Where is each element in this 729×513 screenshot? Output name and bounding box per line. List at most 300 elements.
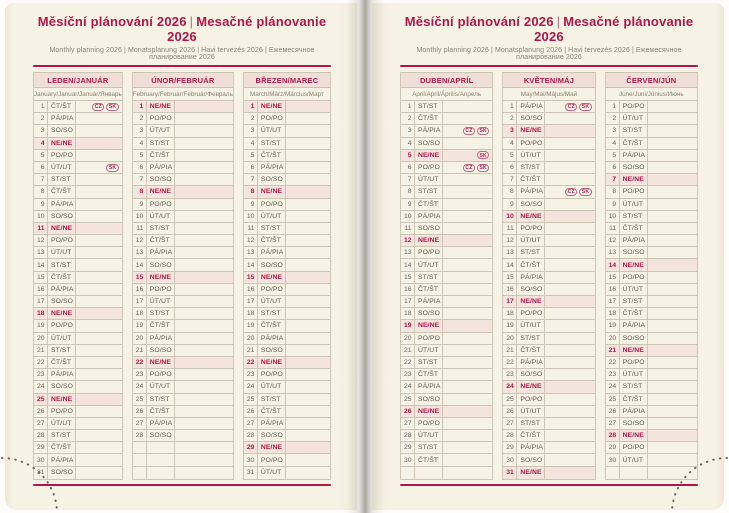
month-title: DUBEN/APRÍL: [401, 73, 492, 88]
day-number: 16: [34, 284, 48, 295]
weekday-label: PO/PO: [517, 138, 545, 149]
weekday-label: [147, 454, 175, 465]
weekday-label: ČT/ŠT: [48, 272, 76, 283]
notes-cell: [175, 223, 233, 234]
notes-cell: [175, 467, 233, 479]
day-row: [133, 101, 233, 113]
weekday-label: PO/PO: [620, 101, 648, 112]
notes-cell: [286, 186, 330, 197]
notes-cell: [286, 308, 330, 319]
notes-cell: [443, 150, 492, 161]
weekday-label: PO/PO: [620, 186, 648, 197]
day-row: [133, 394, 233, 406]
weekday-label: ČT/ŠT: [620, 308, 648, 319]
day-row: [503, 467, 594, 479]
weekday-label: SO/SO: [258, 430, 286, 441]
month-columns: [400, 72, 698, 480]
notes-cell: [286, 442, 330, 453]
day-row: [401, 333, 492, 345]
notes-cell: [175, 308, 233, 319]
weekday-label: NE/NE: [147, 357, 175, 368]
day-row: [401, 235, 492, 247]
day-number: 30: [244, 454, 258, 465]
day-number: 11: [503, 223, 517, 234]
day-row: [606, 162, 697, 174]
weekday-label: ST/ST: [517, 162, 545, 173]
month-table: [605, 72, 698, 480]
day-row: [401, 101, 492, 113]
notes-cell: [286, 418, 330, 429]
day-number: 5: [133, 150, 147, 161]
notes-cell: [175, 430, 233, 441]
day-row: [606, 406, 697, 418]
day-row: [503, 272, 594, 284]
day-row: [133, 418, 233, 430]
day-row: [244, 211, 330, 223]
day-row: [606, 381, 697, 393]
weekday-label: NE/NE: [258, 442, 286, 453]
notes-cell: [443, 199, 492, 210]
day-row: [401, 357, 492, 369]
weekday-label: PÁ/PIA: [620, 320, 648, 331]
notes-cell: [286, 272, 330, 283]
day-number: 24: [34, 381, 48, 392]
weekday-label: PO/PO: [147, 199, 175, 210]
month-title: LEDEN/JANUÁR: [34, 73, 122, 88]
day-number: 7: [606, 174, 620, 185]
weekday-label: ÚT/UT: [48, 333, 76, 344]
notes-cell: [648, 284, 697, 295]
day-number: 20: [606, 333, 620, 344]
notes-cell: [286, 211, 330, 222]
weekday-label: PÁ/PIA: [415, 125, 443, 136]
weekday-label: ST/ST: [258, 223, 286, 234]
day-number: 31: [34, 467, 48, 479]
day-number: 21: [34, 345, 48, 356]
page-title-cz: Měsíční plánování 2026: [37, 14, 187, 29]
day-row: [34, 345, 122, 357]
notes-cell: [76, 430, 122, 441]
day-row: [133, 162, 233, 174]
weekday-label: SO/SO: [147, 345, 175, 356]
month-table: [400, 72, 493, 480]
weekday-label: SO/SO: [147, 430, 175, 441]
weekday-label: PÁ/PIA: [48, 454, 76, 465]
day-number: 23: [34, 369, 48, 380]
day-row: [401, 406, 492, 418]
notes-cell: [175, 442, 233, 453]
day-row: [401, 272, 492, 284]
page-title: [33, 14, 331, 44]
day-row: [133, 235, 233, 247]
day-number: [133, 442, 147, 453]
day-row: [34, 113, 122, 125]
weekday-label: ČT/ŠT: [517, 345, 545, 356]
day-number: 16: [244, 284, 258, 295]
month-table: [243, 72, 331, 480]
weekday-label: SO/SO: [415, 394, 443, 405]
notes-cell: [545, 113, 594, 124]
day-row: [244, 418, 330, 430]
day-number: 15: [244, 272, 258, 283]
day-row: [34, 381, 122, 393]
day-number: 25: [133, 394, 147, 405]
day-number: 2: [34, 113, 48, 124]
day-number: 9: [244, 199, 258, 210]
day-row: [503, 296, 594, 308]
day-number: 24: [244, 381, 258, 392]
day-row: [34, 430, 122, 442]
day-row: [244, 308, 330, 320]
notes-cell: [175, 113, 233, 124]
weekday-label: PO/PO: [48, 235, 76, 246]
notes-cell: [443, 162, 492, 173]
day-row: [34, 406, 122, 418]
day-row: [244, 223, 330, 235]
holiday-badge-sk: SK: [477, 151, 489, 159]
day-row: [244, 174, 330, 186]
notes-cell: [443, 345, 492, 356]
notes-cell: [648, 442, 697, 453]
notes-cell: [648, 199, 697, 210]
day-number: 8: [503, 186, 517, 197]
weekday-label: NE/NE: [415, 235, 443, 246]
notes-cell: [175, 247, 233, 258]
day-number: 11: [34, 223, 48, 234]
notes-cell: [76, 320, 122, 331]
day-row: [34, 223, 122, 235]
notes-cell: [76, 247, 122, 258]
day-number: 26: [133, 406, 147, 417]
notes-cell: [443, 211, 492, 222]
month-title: ÚNOR/FEBRUÁR: [133, 73, 233, 88]
notes-cell: [648, 259, 697, 270]
notes-cell: [545, 138, 594, 149]
weekday-label: ÚT/UT: [620, 113, 648, 124]
month-languages: March/März/Március/Март: [244, 88, 330, 101]
weekday-label: PÁ/PIA: [147, 333, 175, 344]
notes-cell: [545, 320, 594, 331]
weekday-label: NE/NE: [415, 406, 443, 417]
day-row: [34, 101, 122, 113]
day-row: [133, 259, 233, 271]
notes-cell: [76, 235, 122, 246]
notes-cell: [286, 394, 330, 405]
day-number: 3: [133, 125, 147, 136]
weekday-label: SO/SO: [48, 296, 76, 307]
notes-cell: [286, 454, 330, 465]
weekday-label: ČT/ŠT: [147, 406, 175, 417]
notes-cell: [76, 138, 122, 149]
day-row: [133, 150, 233, 162]
notes-cell: [545, 223, 594, 234]
day-number: 12: [503, 235, 517, 246]
day-number: 3: [244, 125, 258, 136]
day-number: 8: [244, 186, 258, 197]
day-row: [606, 113, 697, 125]
weekday-label: PÁ/PIA: [415, 211, 443, 222]
weekday-label: ÚT/UT: [258, 125, 286, 136]
notes-cell: [648, 308, 697, 319]
notes-cell: [443, 101, 492, 112]
weekday-label: PÁ/PIA: [517, 272, 545, 283]
day-number: 23: [606, 369, 620, 380]
day-number: 28: [503, 430, 517, 441]
day-number: 22: [34, 357, 48, 368]
day-number: 29: [503, 442, 517, 453]
weekday-label: PÁ/PIA: [258, 333, 286, 344]
day-row: [244, 199, 330, 211]
month-languages: January/Januar/Január/Январь: [34, 88, 122, 101]
notes-cell: [76, 284, 122, 295]
day-row: [606, 345, 697, 357]
weekday-label: ST/ST: [415, 101, 443, 112]
weekday-label: PO/PO: [415, 247, 443, 258]
month-languages: April/April/Április/Апрель: [401, 88, 492, 101]
day-number: 18: [244, 308, 258, 319]
notes-cell: [76, 211, 122, 222]
weekday-label: ÚT/UT: [48, 418, 76, 429]
weekday-label: ST/ST: [147, 138, 175, 149]
day-row: [401, 211, 492, 223]
notes-cell: [545, 381, 594, 392]
day-number: 16: [401, 284, 415, 295]
day-row: [503, 369, 594, 381]
day-number: 10: [401, 211, 415, 222]
weekday-label: ČT/ŠT: [147, 320, 175, 331]
notes-cell: [175, 381, 233, 392]
holiday-badge-sk: SK: [477, 164, 489, 172]
day-row: [606, 296, 697, 308]
weekday-label: SO/SO: [517, 284, 545, 295]
weekday-label: PO/PO: [258, 199, 286, 210]
weekday-label: PÁ/PIA: [258, 418, 286, 429]
day-number: 1: [133, 101, 147, 112]
day-number: 6: [606, 162, 620, 173]
day-row: [503, 101, 594, 113]
weekday-label: NE/NE: [147, 101, 175, 112]
day-row: [244, 162, 330, 174]
notes-cell: [175, 394, 233, 405]
day-number: 16: [133, 284, 147, 295]
day-row: [606, 174, 697, 186]
notes-cell: [76, 369, 122, 380]
notes-cell: [545, 369, 594, 380]
weekday-label: PO/PO: [415, 418, 443, 429]
holiday-badge-cz: CZ: [92, 103, 104, 111]
month-languages: June/Juni/Június/Июнь: [606, 88, 697, 101]
day-number: 3: [503, 125, 517, 136]
day-row: [606, 259, 697, 271]
day-number: 12: [133, 235, 147, 246]
notes-cell: [175, 125, 233, 136]
notes-cell: [648, 320, 697, 331]
notes-cell: [286, 101, 330, 112]
day-number: 22: [133, 357, 147, 368]
day-row: [606, 467, 697, 479]
day-number: 9: [503, 199, 517, 210]
notes-cell: [286, 333, 330, 344]
notes-cell: [76, 174, 122, 185]
notes-cell: [648, 357, 697, 368]
day-number: 7: [401, 174, 415, 185]
day-number: 16: [606, 284, 620, 295]
notes-cell: [648, 454, 697, 465]
notes-cell: [648, 272, 697, 283]
month-body: [244, 101, 330, 479]
day-row: [34, 125, 122, 137]
weekday-label: NE/NE: [620, 430, 648, 441]
day-number: 26: [34, 406, 48, 417]
holiday-badge-cz: CZ: [463, 127, 475, 135]
notes-cell: [648, 162, 697, 173]
notes-cell: [175, 406, 233, 417]
day-row: [503, 394, 594, 406]
notes-cell: [443, 394, 492, 405]
weekday-label: ST/ST: [258, 138, 286, 149]
day-row: [244, 345, 330, 357]
title-separator: |: [556, 14, 561, 29]
day-row: [244, 467, 330, 479]
day-row: [244, 296, 330, 308]
day-number: 13: [401, 247, 415, 258]
weekday-label: ST/ST: [48, 345, 76, 356]
notes-cell: [175, 333, 233, 344]
page-title: [400, 14, 698, 44]
day-row: [133, 247, 233, 259]
weekday-label: NE/NE: [48, 308, 76, 319]
weekday-label: SO/SO: [147, 259, 175, 270]
day-number: 30: [34, 454, 48, 465]
day-number: 7: [34, 174, 48, 185]
day-number: 2: [133, 113, 147, 124]
day-row: [34, 174, 122, 186]
day-number: 9: [34, 199, 48, 210]
day-row: [401, 308, 492, 320]
day-number: 27: [503, 418, 517, 429]
notes-cell: [443, 369, 492, 380]
day-row: [401, 381, 492, 393]
weekday-label: ÚT/UT: [415, 430, 443, 441]
notes-cell: [286, 150, 330, 161]
weekday-label: PO/PO: [415, 333, 443, 344]
weekday-label: NE/NE: [258, 186, 286, 197]
notes-cell: [286, 259, 330, 270]
weekday-label: PÁ/PIA: [620, 150, 648, 161]
day-number: 31: [244, 467, 258, 479]
day-row: [606, 430, 697, 442]
day-number: 20: [244, 333, 258, 344]
weekday-label: SO/SO: [415, 223, 443, 234]
month-columns: [33, 72, 331, 480]
weekday-label: ČT/ŠT: [620, 138, 648, 149]
weekday-label: ÚT/UT: [415, 345, 443, 356]
notes-cell: [76, 150, 122, 161]
weekday-label: SO/SO: [48, 211, 76, 222]
weekday-label: SO/SO: [620, 162, 648, 173]
day-number: 5: [503, 150, 517, 161]
weekday-label: ÚT/UT: [517, 235, 545, 246]
day-row: [606, 199, 697, 211]
month-title: ČERVEN/JÚN: [606, 73, 697, 88]
notes-cell: [648, 418, 697, 429]
weekday-label: ČT/ŠT: [147, 235, 175, 246]
day-number: 19: [401, 320, 415, 331]
top-rule: [400, 65, 698, 67]
day-row: [34, 369, 122, 381]
day-number: 24: [606, 381, 620, 392]
month-table: [502, 72, 595, 480]
day-number: 13: [244, 247, 258, 258]
notes-cell: [76, 162, 122, 173]
weekday-label: ST/ST: [147, 308, 175, 319]
month-body: [606, 101, 697, 479]
day-row: [503, 418, 594, 430]
notes-cell: [76, 113, 122, 124]
weekday-label: PÁ/PIA: [147, 162, 175, 173]
weekday-label: ČT/ŠT: [620, 223, 648, 234]
day-number: 11: [244, 223, 258, 234]
notes-cell: [545, 162, 594, 173]
weekday-label: ČT/ŠT: [48, 442, 76, 453]
month-body: [401, 101, 492, 479]
weekday-label: ČT/ŠT: [258, 406, 286, 417]
day-number: 8: [34, 186, 48, 197]
notes-cell: [648, 430, 697, 441]
day-row: [401, 394, 492, 406]
day-number: 6: [503, 162, 517, 173]
day-number: 12: [34, 235, 48, 246]
day-row: [34, 186, 122, 198]
day-row: [34, 333, 122, 345]
notes-cell: [545, 467, 594, 479]
day-number: 9: [133, 199, 147, 210]
day-row: [401, 345, 492, 357]
notes-cell: [76, 418, 122, 429]
weekday-label: ČT/ŠT: [147, 150, 175, 161]
day-number: 13: [133, 247, 147, 258]
day-number: 19: [503, 320, 517, 331]
month-body: [133, 101, 233, 479]
weekday-label: ÚT/UT: [620, 199, 648, 210]
day-number: 10: [244, 211, 258, 222]
day-row: [401, 320, 492, 332]
notes-cell: [648, 211, 697, 222]
weekday-label: ST/ST: [517, 247, 545, 258]
notes-cell: [76, 467, 122, 479]
day-number: 25: [503, 394, 517, 405]
day-row: [133, 369, 233, 381]
day-number: [133, 467, 147, 479]
notes-cell: [648, 381, 697, 392]
day-row: [503, 199, 594, 211]
notes-cell: [286, 406, 330, 417]
notes-cell: [76, 394, 122, 405]
day-row: [244, 381, 330, 393]
day-number: 11: [401, 223, 415, 234]
notes-cell: [76, 406, 122, 417]
day-number: 3: [34, 125, 48, 136]
weekday-label: ÚT/UT: [517, 406, 545, 417]
day-row: [244, 454, 330, 466]
day-number: 25: [244, 394, 258, 405]
weekday-label: PÁ/PIA: [48, 113, 76, 124]
day-row: [244, 150, 330, 162]
weekday-label: NE/NE: [415, 320, 443, 331]
day-row: [401, 430, 492, 442]
day-row: [401, 259, 492, 271]
weekday-label: PO/PO: [620, 357, 648, 368]
